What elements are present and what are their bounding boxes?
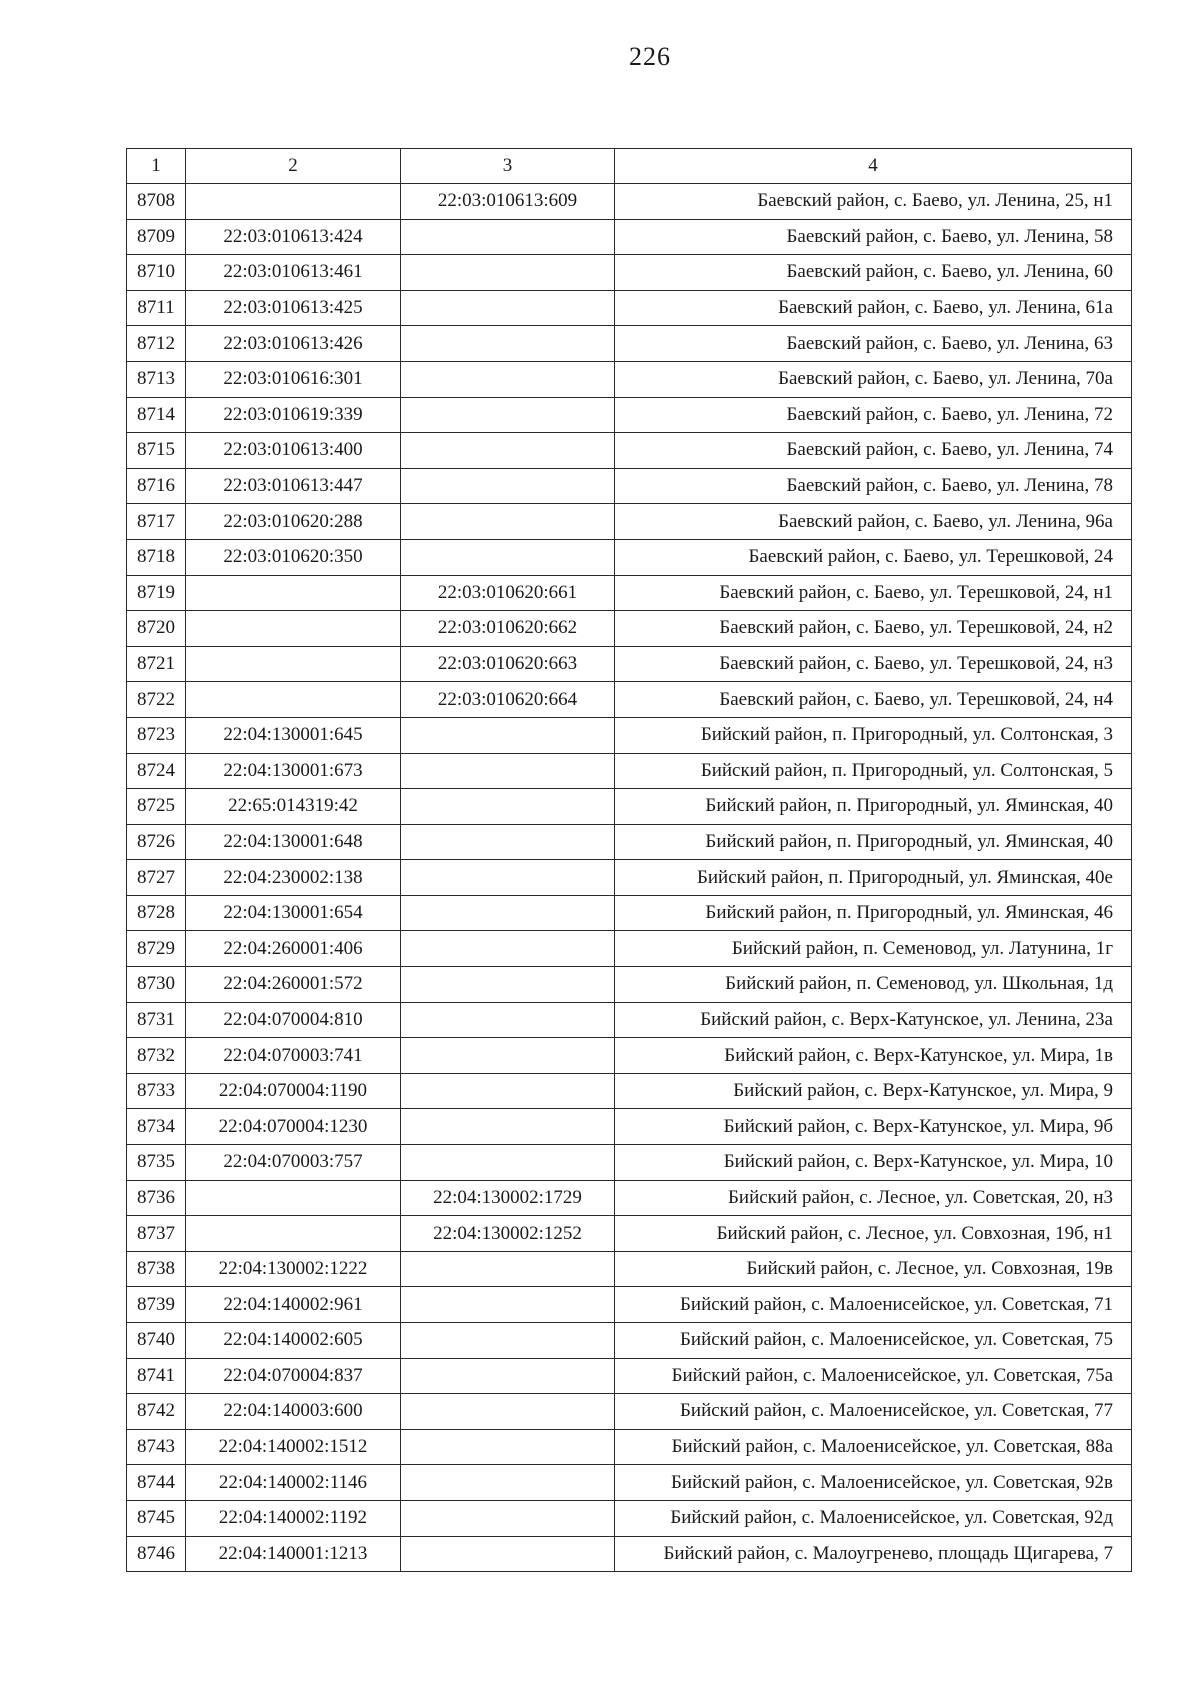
room-cadastral-number-cell — [401, 1287, 615, 1323]
address-cell: Баевский район, с. Баево, ул. Терешковой, 24, н3 — [615, 646, 1132, 682]
table-row — [127, 433, 1132, 469]
row-number-cell: 8711 — [127, 290, 186, 326]
cadastral-number-cell: 22:03:010613:424 — [186, 219, 401, 255]
address-cell: Бийский район, с. Малоенисейское, ул. Советская, 75 — [615, 1323, 1132, 1359]
row-number-cell: 8727 — [127, 860, 186, 896]
table-row — [127, 1394, 1132, 1430]
address-cell: Баевский район, с. Баево, ул. Ленина, 96а — [615, 504, 1132, 540]
address-cell: Бийский район, с. Малоенисейское, ул. Советская, 92в — [615, 1465, 1132, 1501]
room-cadastral-number-cell: 22:03:010620:663 — [401, 646, 615, 682]
cadastral-number-cell: 22:04:260001:406 — [186, 931, 401, 967]
table-row — [127, 361, 1132, 397]
row-number-cell: 8744 — [127, 1465, 186, 1501]
cadastral-number-cell: 22:04:140002:1512 — [186, 1429, 401, 1465]
address-cell: Бийский район, с. Малоугренево, площадь Щигарева, 7 — [615, 1536, 1132, 1572]
row-number-cell: 8720 — [127, 611, 186, 647]
table-row — [127, 468, 1132, 504]
room-cadastral-number-cell — [401, 1536, 615, 1572]
table-row — [127, 219, 1132, 255]
room-cadastral-number-cell — [401, 1002, 615, 1038]
address-cell: Баевский район, с. Баево, ул. Ленина, 78 — [615, 468, 1132, 504]
cadastral-number-cell: 22:04:070003:757 — [186, 1145, 401, 1181]
cadastral-number-cell: 22:04:130001:648 — [186, 824, 401, 860]
table-row — [127, 1073, 1132, 1109]
address-cell: Бийский район, с. Малоенисейское, ул. Советская, 71 — [615, 1287, 1132, 1323]
table-row — [127, 255, 1132, 291]
row-number-cell: 8712 — [127, 326, 186, 362]
cadastral-number-cell: 22:03:010613:447 — [186, 468, 401, 504]
table-row — [127, 646, 1132, 682]
row-number-cell: 8708 — [127, 184, 186, 220]
table-row — [127, 326, 1132, 362]
address-cell: Баевский район, с. Баево, ул. Ленина, 58 — [615, 219, 1132, 255]
table-row — [127, 611, 1132, 647]
address-cell: Бийский район, с. Верх-Катунское, ул. Мира, 9 — [615, 1073, 1132, 1109]
row-number-cell: 8715 — [127, 433, 186, 469]
address-cell: Бийский район, с. Лесное, ул. Советская, 20, н3 — [615, 1180, 1132, 1216]
row-number-cell: 8740 — [127, 1323, 186, 1359]
table-row — [127, 1216, 1132, 1252]
row-number-cell: 8737 — [127, 1216, 186, 1252]
cadastral-number-cell: 22:04:070004:810 — [186, 1002, 401, 1038]
address-cell: Баевский район, с. Баево, ул. Терешковой, 24, н1 — [615, 575, 1132, 611]
cadastral-number-cell: 22:04:130001:673 — [186, 753, 401, 789]
header-row — [127, 149, 1132, 184]
room-cadastral-number-cell: 22:04:130002:1729 — [401, 1180, 615, 1216]
address-cell: Бийский район, с. Малоенисейское, ул. Советская, 75а — [615, 1358, 1132, 1394]
room-cadastral-number-cell — [401, 789, 615, 825]
cadastral-number-cell: 22:04:140002:605 — [186, 1323, 401, 1359]
cadastral-number-cell — [186, 682, 401, 718]
room-cadastral-number-cell — [401, 1394, 615, 1430]
row-number-cell: 8730 — [127, 967, 186, 1003]
address-cell: Бийский район, с. Лесное, ул. Совхозная, 19б, н1 — [615, 1216, 1132, 1252]
cadastral-number-cell: 22:65:014319:42 — [186, 789, 401, 825]
room-cadastral-number-cell — [401, 824, 615, 860]
room-cadastral-number-cell — [401, 753, 615, 789]
table-row — [127, 575, 1132, 611]
address-cell: Бийский район, с. Верх-Катунское, ул. Мира, 1в — [615, 1038, 1132, 1074]
address-cell: Бийский район, п. Пригородный, ул. Яминская, 40е — [615, 860, 1132, 896]
table-row — [127, 895, 1132, 931]
address-cell: Баевский район, с. Баево, ул. Терешковой, 24 — [615, 539, 1132, 575]
cadastral-number-cell: 22:04:140003:600 — [186, 1394, 401, 1430]
table-row — [127, 1465, 1132, 1501]
room-cadastral-number-cell — [401, 895, 615, 931]
address-cell: Бийский район, п. Семеновод, ул. Школьная, 1д — [615, 967, 1132, 1003]
address-cell: Бийский район, с. Верх-Катунское, ул. Мира, 10 — [615, 1145, 1132, 1181]
cadastral-number-cell — [186, 1180, 401, 1216]
address-cell: Баевский район, с. Баево, ул. Ленина, 74 — [615, 433, 1132, 469]
table-row — [127, 1500, 1132, 1536]
room-cadastral-number-cell — [401, 1429, 615, 1465]
row-number-cell: 8736 — [127, 1180, 186, 1216]
room-cadastral-number-cell — [401, 1145, 615, 1181]
row-number-cell: 8731 — [127, 1002, 186, 1038]
row-number-cell: 8714 — [127, 397, 186, 433]
address-cell: Бийский район, с. Лесное, ул. Совхозная, 19в — [615, 1251, 1132, 1287]
cadastral-number-cell: 22:04:140002:1146 — [186, 1465, 401, 1501]
address-cell: Бийский район, с. Малоенисейское, ул. Советская, 92д — [615, 1500, 1132, 1536]
column-header-1: 1 — [127, 149, 186, 184]
cadastral-number-cell: 22:04:130001:654 — [186, 895, 401, 931]
table-header — [127, 149, 1132, 184]
row-number-cell: 8738 — [127, 1251, 186, 1287]
row-number-cell: 8746 — [127, 1536, 186, 1572]
row-number-cell: 8709 — [127, 219, 186, 255]
address-cell: Бийский район, с. Верх-Катунское, ул. Ленина, 23а — [615, 1002, 1132, 1038]
address-cell: Баевский район, с. Баево, ул. Терешковой, 24, н2 — [615, 611, 1132, 647]
table-row — [127, 504, 1132, 540]
cadastral-number-cell: 22:03:010616:301 — [186, 361, 401, 397]
room-cadastral-number-cell — [401, 1073, 615, 1109]
row-number-cell: 8725 — [127, 789, 186, 825]
cadastral-number-cell — [186, 575, 401, 611]
table-row — [127, 1109, 1132, 1145]
cadastral-number-cell: 22:04:070004:1230 — [186, 1109, 401, 1145]
row-number-cell: 8713 — [127, 361, 186, 397]
room-cadastral-number-cell — [401, 1500, 615, 1536]
room-cadastral-number-cell — [401, 504, 615, 540]
room-cadastral-number-cell — [401, 1323, 615, 1359]
table-row — [127, 1180, 1132, 1216]
table-row — [127, 753, 1132, 789]
table-row — [127, 1536, 1132, 1572]
cadastral-number-cell: 22:04:130001:645 — [186, 717, 401, 753]
table-row — [127, 824, 1132, 860]
row-number-cell: 8735 — [127, 1145, 186, 1181]
table-row — [127, 290, 1132, 326]
room-cadastral-number-cell — [401, 1358, 615, 1394]
row-number-cell: 8729 — [127, 931, 186, 967]
address-cell: Бийский район, с. Малоенисейское, ул. Советская, 88а — [615, 1429, 1132, 1465]
address-cell: Бийский район, с. Верх-Катунское, ул. Мира, 9б — [615, 1109, 1132, 1145]
table-row — [127, 1038, 1132, 1074]
row-number-cell: 8739 — [127, 1287, 186, 1323]
row-number-cell: 8742 — [127, 1394, 186, 1430]
table-row — [127, 1287, 1132, 1323]
room-cadastral-number-cell — [401, 326, 615, 362]
table-row — [127, 1251, 1132, 1287]
data-table — [126, 148, 1132, 1572]
row-number-cell: 8710 — [127, 255, 186, 291]
row-number-cell: 8723 — [127, 717, 186, 753]
address-cell: Баевский район, с. Баево, ул. Ленина, 60 — [615, 255, 1132, 291]
row-number-cell: 8741 — [127, 1358, 186, 1394]
address-cell: Бийский район, п. Пригородный, ул. Яминская, 40 — [615, 824, 1132, 860]
room-cadastral-number-cell — [401, 219, 615, 255]
column-header-3: 3 — [401, 149, 615, 184]
column-header-2: 2 — [186, 149, 401, 184]
cadastral-number-cell: 22:03:010613:461 — [186, 255, 401, 291]
table-row — [127, 1358, 1132, 1394]
cadastral-number-cell: 22:03:010620:288 — [186, 504, 401, 540]
cadastral-number-cell — [186, 611, 401, 647]
table-row — [127, 967, 1132, 1003]
table-row — [127, 397, 1132, 433]
row-number-cell: 8743 — [127, 1429, 186, 1465]
address-cell: Бийский район, с. Малоенисейское, ул. Советская, 77 — [615, 1394, 1132, 1430]
cadastral-number-cell: 22:04:260001:572 — [186, 967, 401, 1003]
table-row — [127, 789, 1132, 825]
room-cadastral-number-cell — [401, 1251, 615, 1287]
address-cell: Бийский район, п. Пригородный, ул. Солтонская, 3 — [615, 717, 1132, 753]
room-cadastral-number-cell — [401, 397, 615, 433]
row-number-cell: 8719 — [127, 575, 186, 611]
room-cadastral-number-cell — [401, 433, 615, 469]
table-row — [127, 539, 1132, 575]
cadastral-number-cell: 22:04:070003:741 — [186, 1038, 401, 1074]
address-cell: Баевский район, с. Баево, ул. Ленина, 70а — [615, 361, 1132, 397]
row-number-cell: 8724 — [127, 753, 186, 789]
room-cadastral-number-cell: 22:04:130002:1252 — [401, 1216, 615, 1252]
cadastral-number-cell: 22:04:140002:961 — [186, 1287, 401, 1323]
table-row — [127, 184, 1132, 220]
room-cadastral-number-cell: 22:03:010620:661 — [401, 575, 615, 611]
address-cell: Бийский район, п. Пригородный, ул. Солтонская, 5 — [615, 753, 1132, 789]
room-cadastral-number-cell: 22:03:010613:609 — [401, 184, 615, 220]
address-cell: Баевский район, с. Баево, ул. Ленина, 25, н1 — [615, 184, 1132, 220]
room-cadastral-number-cell — [401, 255, 615, 291]
row-number-cell: 8733 — [127, 1073, 186, 1109]
address-cell: Баевский район, с. Баево, ул. Ленина, 61а — [615, 290, 1132, 326]
room-cadastral-number-cell — [401, 967, 615, 1003]
cadastral-number-cell: 22:03:010613:425 — [186, 290, 401, 326]
cadastral-number-cell: 22:03:010619:339 — [186, 397, 401, 433]
address-cell: Баевский район, с. Баево, ул. Терешковой, 24, н4 — [615, 682, 1132, 718]
room-cadastral-number-cell: 22:03:010620:664 — [401, 682, 615, 718]
table-row — [127, 1002, 1132, 1038]
row-number-cell: 8721 — [127, 646, 186, 682]
room-cadastral-number-cell — [401, 539, 615, 575]
cadastral-number-cell — [186, 184, 401, 220]
cadastral-number-cell: 22:03:010620:350 — [186, 539, 401, 575]
row-number-cell: 8718 — [127, 539, 186, 575]
table-row — [127, 717, 1132, 753]
row-number-cell: 8722 — [127, 682, 186, 718]
table-row — [127, 682, 1132, 718]
room-cadastral-number-cell — [401, 931, 615, 967]
cadastral-number-cell: 22:03:010613:426 — [186, 326, 401, 362]
address-cell: Баевский район, с. Баево, ул. Ленина, 63 — [615, 326, 1132, 362]
cadastral-number-cell: 22:04:070004:837 — [186, 1358, 401, 1394]
row-number-cell: 8716 — [127, 468, 186, 504]
table-row — [127, 860, 1132, 896]
page-number: 226 — [629, 42, 671, 71]
room-cadastral-number-cell — [401, 717, 615, 753]
room-cadastral-number-cell: 22:03:010620:662 — [401, 611, 615, 647]
room-cadastral-number-cell — [401, 1109, 615, 1145]
row-number-cell: 8717 — [127, 504, 186, 540]
table-row — [127, 931, 1132, 967]
table-row — [127, 1429, 1132, 1465]
cadastral-number-cell — [186, 646, 401, 682]
cadastral-number-cell: 22:04:140002:1192 — [186, 1500, 401, 1536]
data-table-container — [126, 148, 1131, 1572]
room-cadastral-number-cell — [401, 1465, 615, 1501]
address-cell: Бийский район, п. Пригородный, ул. Яминская, 46 — [615, 895, 1132, 931]
cadastral-number-cell: 22:04:070004:1190 — [186, 1073, 401, 1109]
room-cadastral-number-cell — [401, 361, 615, 397]
cadastral-number-cell: 22:04:140001:1213 — [186, 1536, 401, 1572]
address-cell: Бийский район, п. Пригородный, ул. Яминская, 40 — [615, 789, 1132, 825]
table-row — [127, 1323, 1132, 1359]
row-number-cell: 8726 — [127, 824, 186, 860]
room-cadastral-number-cell — [401, 468, 615, 504]
address-cell: Баевский район, с. Баево, ул. Ленина, 72 — [615, 397, 1132, 433]
cadastral-number-cell — [186, 1216, 401, 1252]
room-cadastral-number-cell — [401, 290, 615, 326]
row-number-cell: 8745 — [127, 1500, 186, 1536]
cadastral-number-cell: 22:04:230002:138 — [186, 860, 401, 896]
column-header-4: 4 — [615, 149, 1132, 184]
row-number-cell: 8732 — [127, 1038, 186, 1074]
table-row — [127, 1145, 1132, 1181]
address-cell: Бийский район, п. Семеновод, ул. Латунина, 1г — [615, 931, 1132, 967]
room-cadastral-number-cell — [401, 1038, 615, 1074]
row-number-cell: 8734 — [127, 1109, 186, 1145]
cadastral-number-cell: 22:04:130002:1222 — [186, 1251, 401, 1287]
row-number-cell: 8728 — [127, 895, 186, 931]
table-body — [127, 184, 1132, 1572]
room-cadastral-number-cell — [401, 860, 615, 896]
cadastral-number-cell: 22:03:010613:400 — [186, 433, 401, 469]
